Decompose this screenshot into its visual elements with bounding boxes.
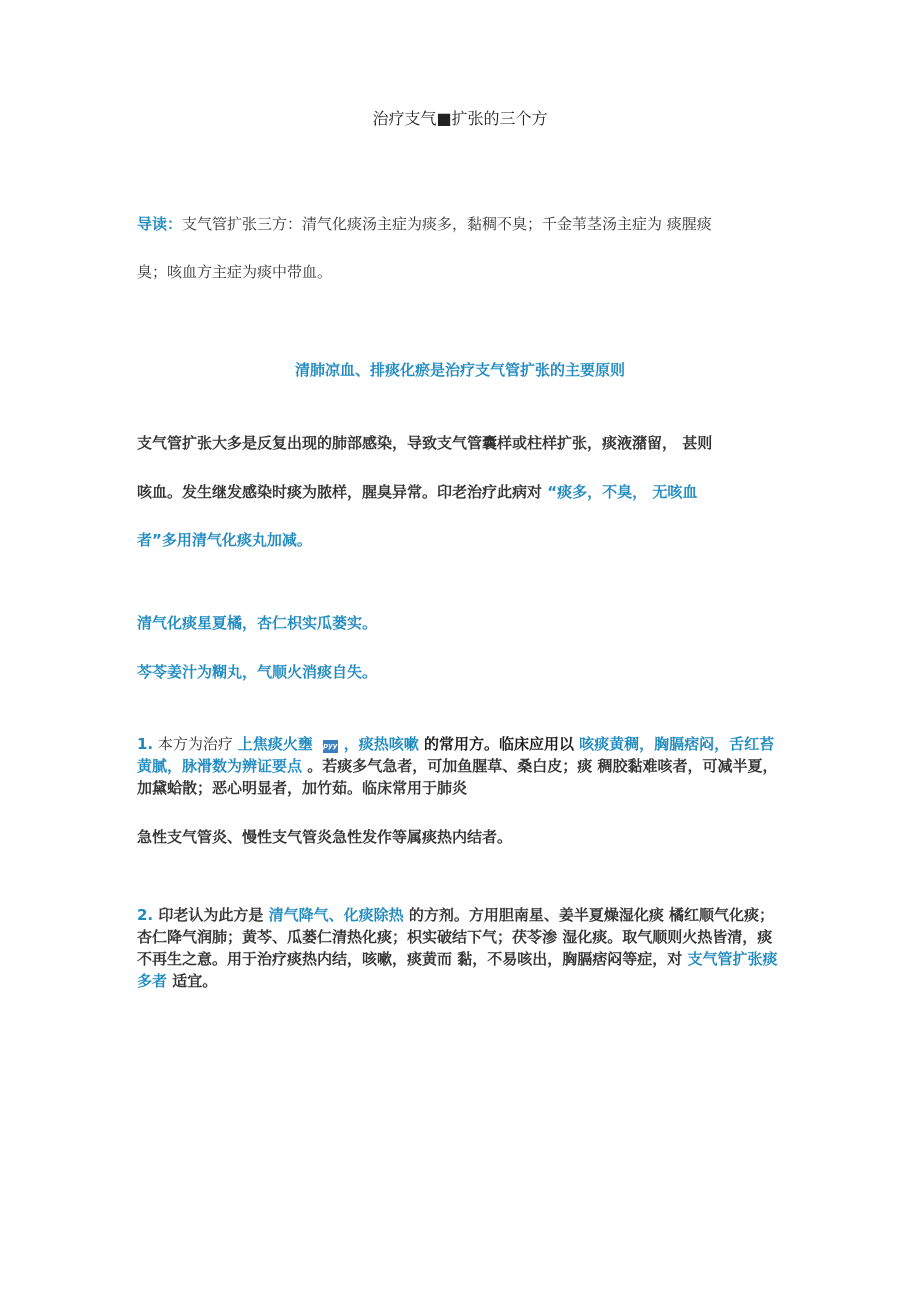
item-2-paragraph: [137, 904, 787, 992]
item-1-number: 1.: [137, 735, 154, 753]
item-2-number: 2.: [137, 906, 154, 924]
item-2-highlight-1: 清气降气、化痰除热: [268, 906, 404, 924]
item-2-text-2: 的方剂。方用胆南星、姜半夏燥湿化痰 橘红顺气化痰；杏仁降气润肺；黄芩、瓜蒌仁清热化痰；枳实破结下气；茯苓渗 湿化痰。取气顺则火热皆清，痰不再生之意。用于治疗痰热内结，咳嗽，痰黄而 黏，不易咳出，胸膈痞闷等症，对: [137, 906, 775, 968]
intro-text-1: 支气管扩张三方：清气化痰汤主症为痰多，黏稠不臭；千金苇茎汤主症为 痰腥痰: [182, 215, 712, 233]
item-1-text-3: 。若痰多气急者，可加鱼腥草、桑白皮；痰 稠胶黏难咳者，可减半夏，加黛蛤散；恶心明显者，加竹茹。临床常用于肺炎: [137, 757, 778, 797]
body1-line-2-highlight: “痰多，不臭， 无咳血: [547, 483, 698, 501]
intro-line-1: [137, 213, 712, 235]
item-2-highlight-2: 支气管扩张痰多者: [137, 950, 778, 990]
item-1-text-4: 急性支气管炎、慢性支气管炎急性发作等属痰热内结者。: [137, 828, 513, 846]
body1-line-2-text: 咳血。发生继发感染时痰为脓样，腥臭异常。印老治疗此病对: [137, 483, 548, 501]
verse-line-2: 芩苓姜汁为糊丸，气顺火消痰自失。: [137, 663, 378, 681]
item-1-text-2: 的常用方。临床应用以: [418, 735, 580, 753]
document-title: 治疗支气■扩张的三个方: [372, 109, 548, 128]
body1-line-3-highlight: 者”: [137, 531, 162, 549]
section-heading: 清肺凉血、排痰化瘀是治疗支气管扩张的主要原则: [294, 361, 625, 379]
body1-line-3-text: 多用清气化痰丸加减。: [161, 531, 312, 549]
item-1-paragraph: [137, 733, 787, 799]
item-1-highlight-2: ，痰热咳嗽: [343, 735, 419, 753]
pinyin-icon: pyy: [323, 740, 338, 753]
item-1-text-1: 本方为治疗: [153, 735, 238, 753]
body1-line-2: [137, 481, 697, 503]
item-2-text-3: 适宜。: [167, 972, 218, 990]
intro-line-2: 臭；咳血方主症为痰中带血。: [137, 263, 333, 281]
item-1-highlight-3: 咳痰黄稠，胸膈痞闷，舌红苔黄腻，脉滑数为辨证要点: [137, 735, 775, 775]
verse-line-1: 清气化痰星夏橘，杏仁枳实瓜蒌实。: [137, 614, 378, 632]
item-1-highlight-1: 上焦痰火壅: [237, 735, 313, 753]
body1-line-1: 支气管扩张大多是反复出现的肺部感染，导致支气管囊样或柱样扩张，痰液潴留， 甚则: [137, 434, 713, 452]
item-2-text-1: 印老认为此方是: [153, 906, 269, 924]
body1-line-3: [137, 529, 312, 551]
intro-label: 导读：: [137, 215, 183, 233]
